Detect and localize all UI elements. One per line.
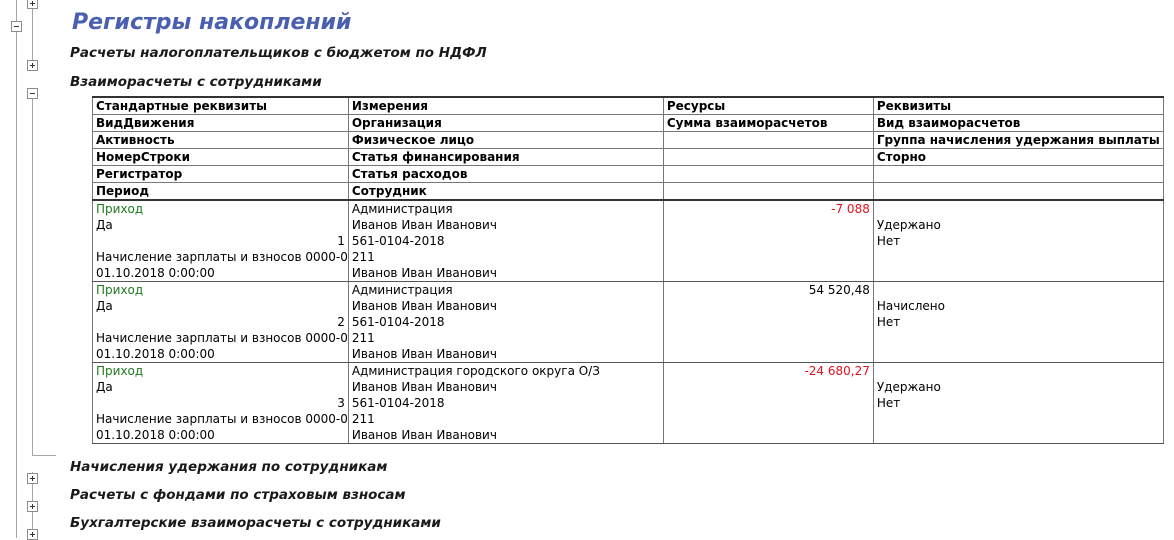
header-cell: НомерСтроки <box>93 149 349 166</box>
header-cell <box>873 166 1163 183</box>
empty-cell <box>873 330 1163 346</box>
header-cell: Регистратор <box>93 166 349 183</box>
header-cell: Измерения <box>348 97 663 115</box>
movement-type: Приход <box>93 282 349 299</box>
record-row[interactable] <box>93 282 1164 299</box>
section-ndfl[interactable]: Расчеты налогоплательщиков с бюджетом по НДФЛ <box>70 45 487 61</box>
page-title: Регистры накоплений <box>72 10 352 35</box>
individual: Иванов Иван Иванович <box>348 379 663 395</box>
settlement-sum: -24 680,27 <box>663 363 873 380</box>
header-row <box>93 132 1164 149</box>
financing-item: 561-0104-2018 <box>348 233 663 249</box>
section-insurance-funds[interactable]: Расчеты с фондами по страховым взносам <box>70 487 406 503</box>
financing-item: 561-0104-2018 <box>348 314 663 330</box>
header-cell: Стандартные реквизиты <box>93 97 349 115</box>
period: 01.10.2018 0:00:00 <box>93 427 349 444</box>
empty-cell <box>663 314 873 330</box>
header-cell: Сотрудник <box>348 183 663 201</box>
header-cell <box>663 183 873 201</box>
line-number: 3 <box>93 395 349 411</box>
empty-cell <box>873 363 1163 380</box>
record-row[interactable] <box>93 200 1164 217</box>
organization: Администрация городского округа О/З <box>348 363 663 380</box>
expense-item: 211 <box>348 249 663 265</box>
period: 01.10.2018 0:00:00 <box>93 265 349 282</box>
collapse-icon[interactable] <box>11 21 22 32</box>
expand-icon[interactable] <box>27 473 38 484</box>
organization: Администрация <box>348 282 663 299</box>
section-accounting-settlements[interactable]: Бухгалтерские взаиморасчеты с сотрудниками <box>70 515 441 531</box>
storno: Нет <box>873 314 1163 330</box>
record-row[interactable] <box>93 265 1164 282</box>
record-row[interactable] <box>93 363 1164 380</box>
employee: Иванов Иван Иванович <box>348 346 663 363</box>
expand-icon[interactable] <box>27 529 38 540</box>
tree-line <box>32 0 33 60</box>
line-number: 2 <box>93 314 349 330</box>
header-cell: Организация <box>348 115 663 132</box>
header-row <box>93 183 1164 201</box>
expand-icon[interactable] <box>27 60 38 71</box>
financing-item: 561-0104-2018 <box>348 395 663 411</box>
settlement-type: Начислено <box>873 298 1163 314</box>
header-cell: Ресурсы <box>663 97 873 115</box>
movement-type: Приход <box>93 363 349 380</box>
expense-item: 211 <box>348 411 663 427</box>
header-cell <box>663 166 873 183</box>
record-row[interactable] <box>93 314 1164 330</box>
record-row[interactable] <box>93 411 1164 427</box>
empty-cell <box>663 217 873 233</box>
registrar-link[interactable]: Начисление зарплаты и взносов 0000-0 <box>93 411 349 427</box>
record-row[interactable] <box>93 330 1164 346</box>
settlement-type: Удержано <box>873 379 1163 395</box>
movement-type: Приход <box>93 200 349 217</box>
activity: Да <box>93 298 349 314</box>
empty-cell <box>663 346 873 363</box>
header-row <box>93 149 1164 166</box>
header-cell <box>873 183 1163 201</box>
header-cell: Сторно <box>873 149 1163 166</box>
tree-line <box>16 0 17 538</box>
header-cell <box>663 132 873 149</box>
header-cell: Группа начисления удержания выплаты <box>873 132 1163 149</box>
empty-cell <box>663 249 873 265</box>
empty-cell <box>663 265 873 282</box>
record-row[interactable] <box>93 217 1164 233</box>
record-row[interactable] <box>93 346 1164 363</box>
header-cell: Период <box>93 183 349 201</box>
record-row[interactable] <box>93 233 1164 249</box>
expand-icon[interactable] <box>27 501 38 512</box>
header-cell: Физическое лицо <box>348 132 663 149</box>
expense-item: 211 <box>348 330 663 346</box>
header-cell: Вид взаиморасчетов <box>873 115 1163 132</box>
employee: Иванов Иван Иванович <box>348 265 663 282</box>
empty-cell <box>873 200 1163 217</box>
tree-line <box>32 455 56 456</box>
settlement-sum: 54 520,48 <box>663 282 873 299</box>
record-row[interactable] <box>93 395 1164 411</box>
register-table <box>92 96 1164 444</box>
individual: Иванов Иван Иванович <box>348 217 663 233</box>
organization: Администрация <box>348 200 663 217</box>
empty-cell <box>663 411 873 427</box>
expand-icon[interactable] <box>27 0 38 9</box>
header-cell: Статья финансирования <box>348 149 663 166</box>
settlement-sum: -7 088 <box>663 200 873 217</box>
record-row[interactable] <box>93 298 1164 314</box>
record-row[interactable] <box>93 249 1164 265</box>
empty-cell <box>663 395 873 411</box>
header-cell: ВидДвижения <box>93 115 349 132</box>
empty-cell <box>663 427 873 444</box>
empty-cell <box>873 346 1163 363</box>
registrar-link[interactable]: Начисление зарплаты и взносов 0000-0 <box>93 330 349 346</box>
record-row[interactable] <box>93 427 1164 444</box>
individual: Иванов Иван Иванович <box>348 298 663 314</box>
storno: Нет <box>873 395 1163 411</box>
settlement-type: Удержано <box>873 217 1163 233</box>
header-cell: Активность <box>93 132 349 149</box>
empty-cell <box>873 282 1163 299</box>
record-row[interactable] <box>93 379 1164 395</box>
empty-cell <box>873 427 1163 444</box>
empty-cell <box>663 379 873 395</box>
empty-cell <box>663 330 873 346</box>
empty-cell <box>873 411 1163 427</box>
empty-cell <box>873 249 1163 265</box>
activity: Да <box>93 217 349 233</box>
tree-line <box>32 99 33 455</box>
line-number: 1 <box>93 233 349 249</box>
empty-cell <box>663 233 873 249</box>
employee: Иванов Иван Иванович <box>348 427 663 444</box>
empty-cell <box>663 298 873 314</box>
section-accruals-deductions[interactable]: Начисления удержания по сотрудникам <box>70 459 388 475</box>
header-cell: Сумма взаиморасчетов <box>663 115 873 132</box>
registrar-link[interactable]: Начисление зарплаты и взносов 0000-0 <box>93 249 349 265</box>
empty-cell <box>873 265 1163 282</box>
section-employee-settlements[interactable]: Взаиморасчеты с сотрудниками <box>70 74 322 90</box>
collapse-icon[interactable] <box>27 88 38 99</box>
header-row <box>93 97 1164 115</box>
header-row <box>93 115 1164 132</box>
period: 01.10.2018 0:00:00 <box>93 346 349 363</box>
header-cell <box>663 149 873 166</box>
header-row <box>93 166 1164 183</box>
activity: Да <box>93 379 349 395</box>
header-cell: Реквизиты <box>873 97 1163 115</box>
header-cell: Статья расходов <box>348 166 663 183</box>
storno: Нет <box>873 233 1163 249</box>
